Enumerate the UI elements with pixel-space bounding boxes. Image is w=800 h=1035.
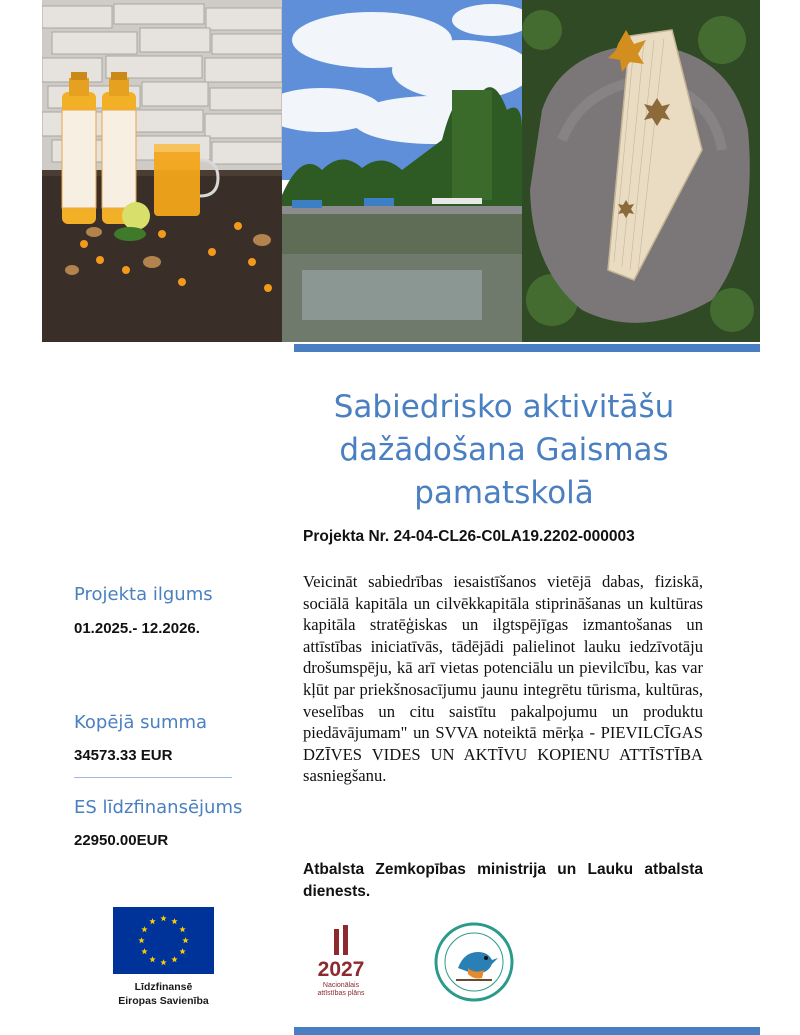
eu-flag-icon (113, 907, 214, 974)
page-title (300, 386, 708, 515)
duration-value: 01.2025.- 12.2026. (74, 620, 200, 637)
juice-photo (42, 0, 282, 342)
total-amount-label: Kopējā summa (74, 712, 208, 733)
eu-caption-line: Līdzfinansē (134, 981, 193, 993)
eu-cofinancing-value: 22950.00EUR (74, 832, 169, 849)
title-line: pamatskolā (414, 475, 594, 511)
title-line: Sabiedrisko aktivitāšu (333, 389, 675, 425)
kokle-photo (522, 0, 760, 342)
duration-label: Projekta ilgums (74, 584, 213, 605)
nap-caption-line: Nacionālais (322, 982, 360, 989)
lake-photo (282, 0, 522, 342)
project-number: Projekta Nr. 24-04-CL26-C0LA19.2202-000003 (303, 528, 635, 545)
nap-caption-line: attīstības plāns (317, 990, 365, 997)
nap-caption (306, 982, 376, 998)
eu-cofinancing-label: ES līdzfinansējums (74, 797, 243, 818)
support-statement: Atbalsta Zemkopības ministrija un Lauku atbalsta dienests. (303, 861, 703, 900)
top-accent-bar (294, 344, 760, 352)
eu-caption-line: Eiropas Savienība (118, 995, 209, 1007)
total-amount-value: 34573.33 EUR (74, 747, 173, 764)
project-description: Veicināt sabiedrības iesaistīšanos vietējā dabas, fiziskā, sociālā kapitāla un cilvēkkapitāla stiprināšanas un kultūras kapitāla stratēģiskas un ilgtspējīgas izmantošanas un attīstības iniciatīvās, tādējādi palielinot lauku iedzīvotāju drošumspēju, kā arī vietas potenciālu un pievilcību, kas var kļūt par priekšnosacījumu jaunu integrētu tūrisma, kultūras, veselības un citu saistītu pakalpojumu un produktu piedāvājumam" un SVVA noteiktā mērķa - PIEVILCĪGAS DZĪVES VIDES UN AKTĪVU KOPIENU ATTĪSTĪBA sasniegšanu. (303, 572, 703, 786)
nap-year: 2027 (317, 958, 365, 981)
kingfisher-logo-icon (434, 922, 514, 1002)
title-line: dažādošana Gaismas (339, 432, 669, 468)
eu-caption (100, 980, 227, 1008)
sidebar-divider (74, 777, 232, 778)
bottom-accent-bar (294, 1027, 760, 1035)
